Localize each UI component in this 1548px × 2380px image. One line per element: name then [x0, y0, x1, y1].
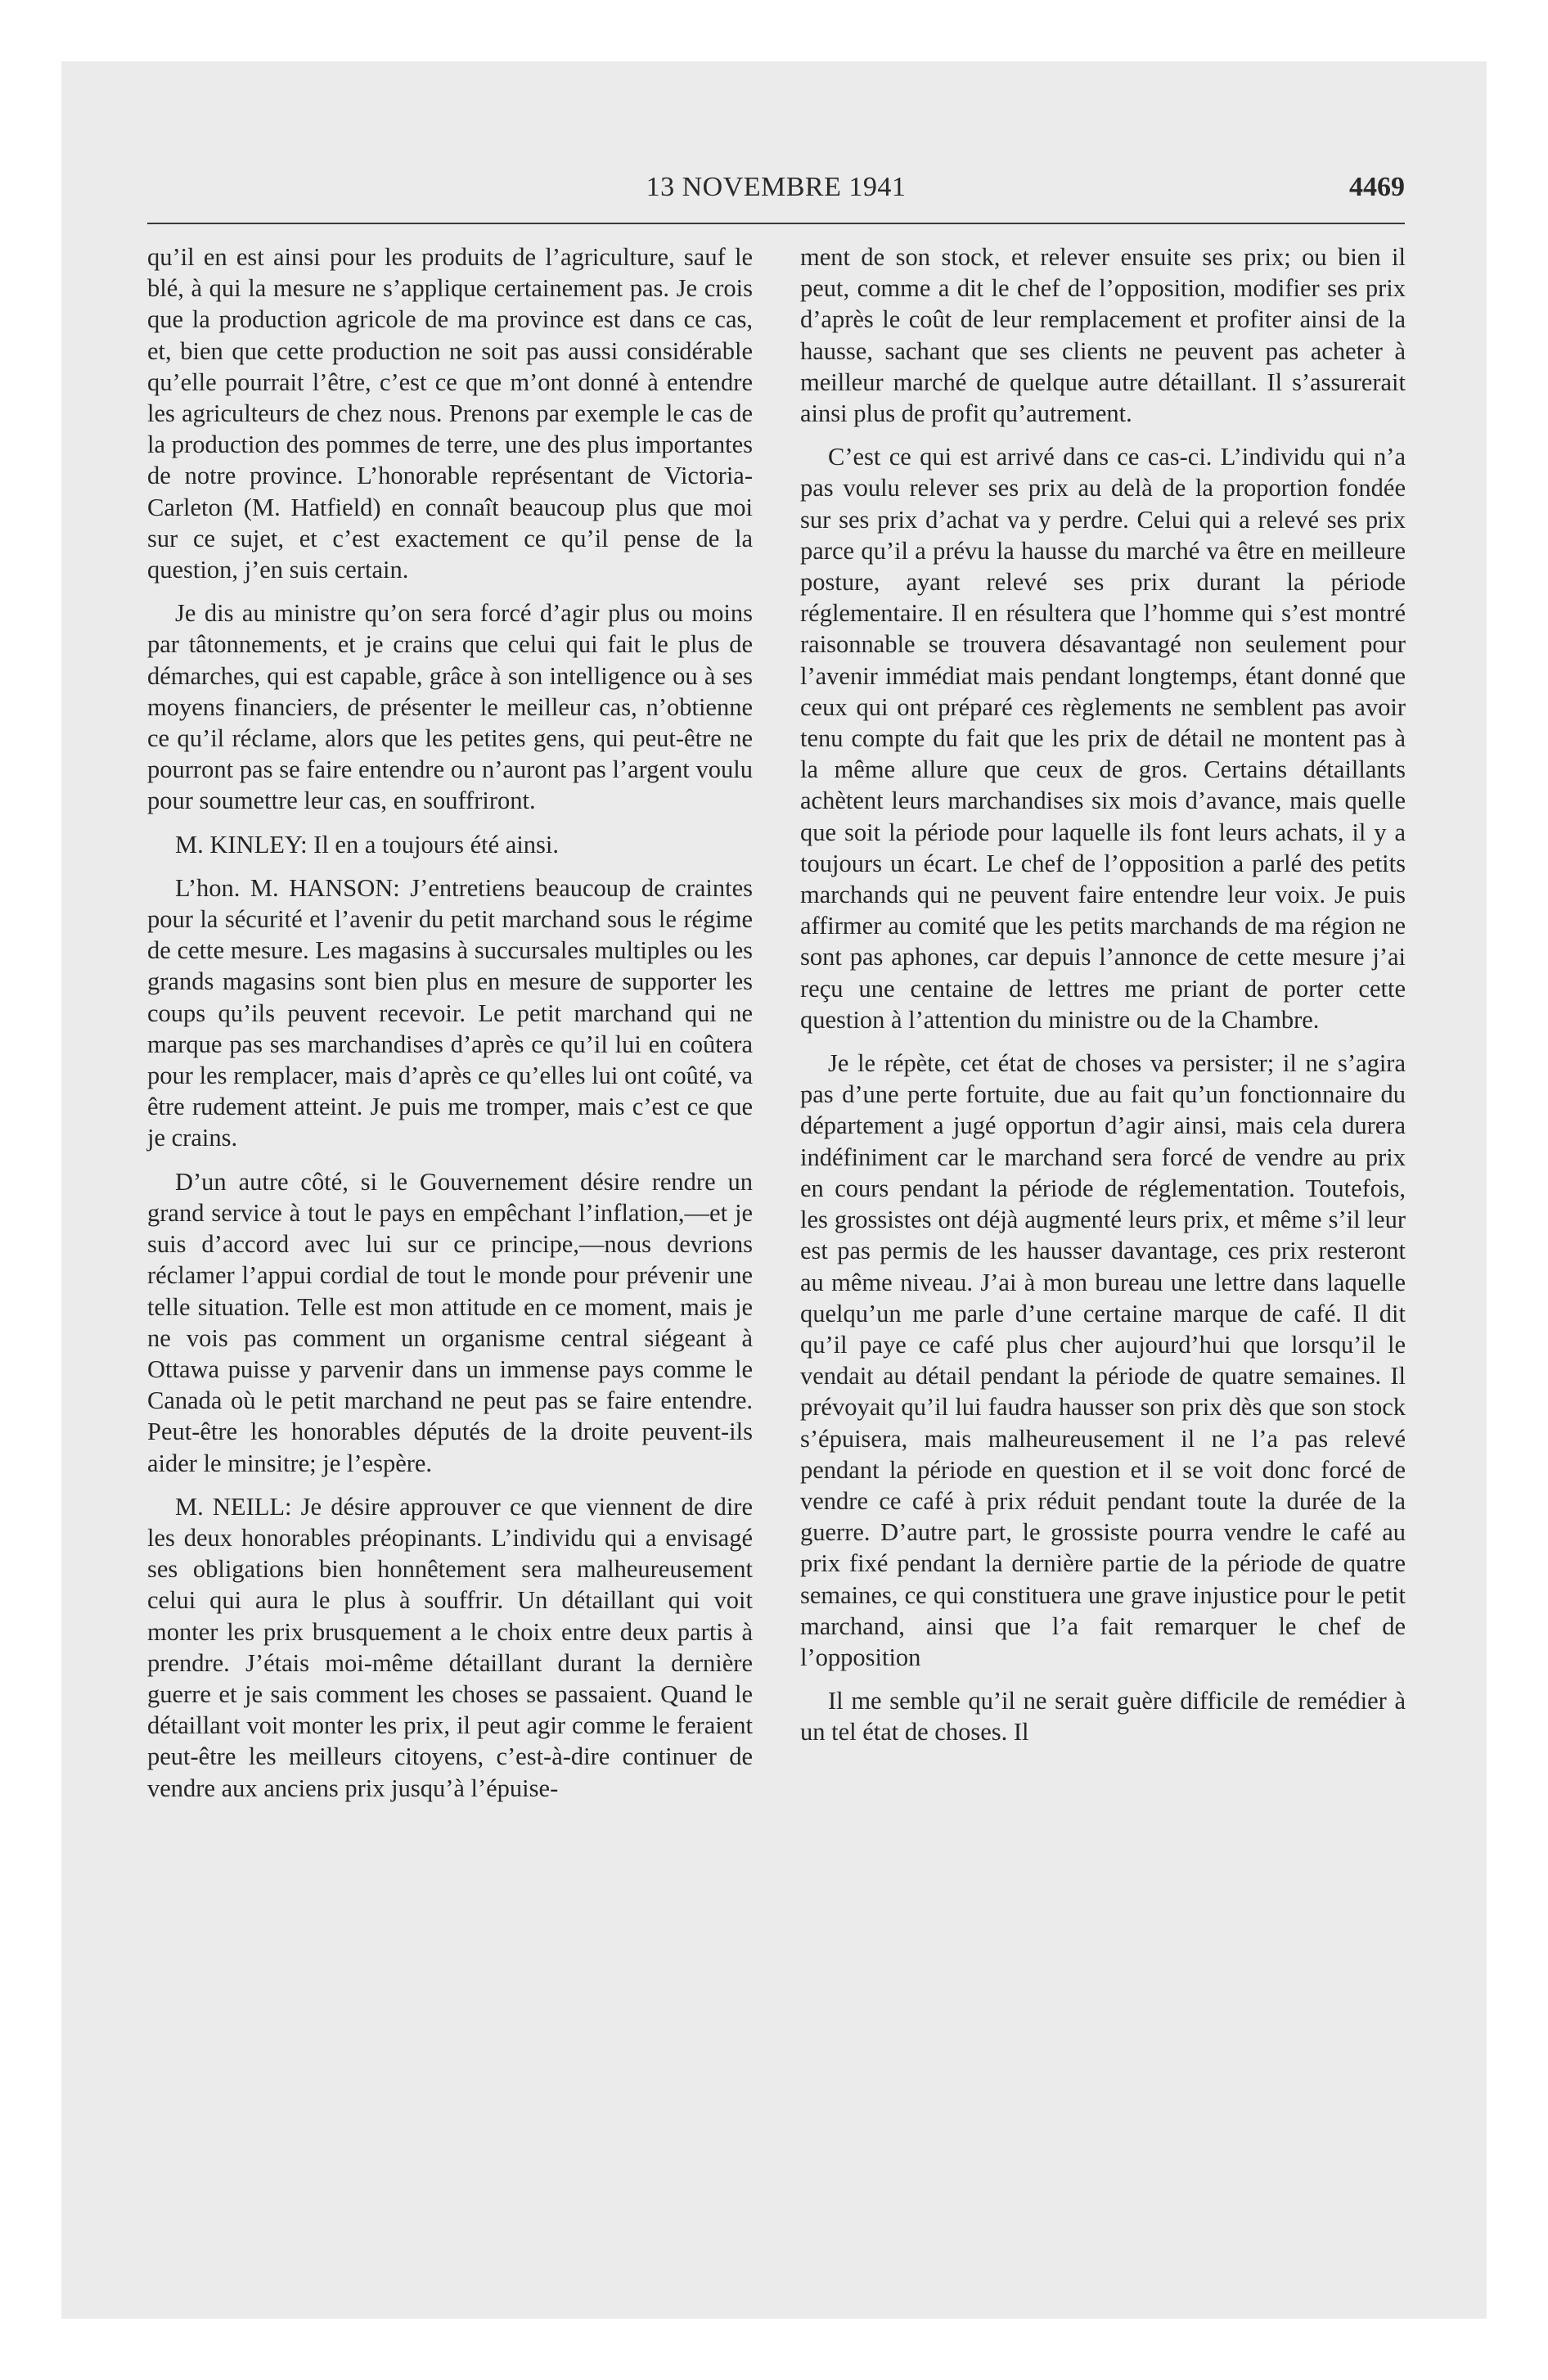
- paragraph: Je dis au ministre qu’on sera forcé d’agir plus ou moins par tâtonnements, et je crains que celui qui fait le plus de démarches, qui est capable, grâce à son intelligence ou à ses moyens financiers, de présenter le meilleur cas, n’obtienne ce qu’il réclame, alors que les petites gens, qui peut-être ne pourront pas se faire entendre ou n’auront pas l’argent voulu pour soumettre leur cas, en souffriront.: [147, 599, 753, 815]
- page-number: 4469: [1349, 172, 1405, 202]
- page-header: [147, 172, 1405, 221]
- paragraph: M. KINLEY: Il en a toujours été ainsi.: [175, 830, 559, 859]
- left-column: [147, 241, 753, 1816]
- paragraph: M. NEILL: Je désire approuver ce que viennent de dire les deux honorables préopinants. L’individu qui a envisagé ses obligations bien honnêtement sera malheureusement celui qui aura le plus à souffrir. Un détaillant qui voit monter les prix brusquement a le choix entre deux partis à prendre. J’étais moi-même détaillant durant la dernière guerre et je sais comment les choses se passaient. Quand le détaillant voit monter les prix, il peut agir comme le feraient peut-être les meilleurs citoyens, c’est-à-dire continuer de vendre aux anciens prix jusqu’à l’épuise-: [147, 1492, 753, 1802]
- right-column: [800, 241, 1406, 1760]
- paragraph: qu’il en est ainsi pour les produits de l’agriculture, sauf le blé, à qui la mesure ne s’applique certainement pas. Je crois que la production agricole de ma province est dans ce cas, et, bien que cette production ne soit pas aussi considérable qu’elle pourrait l’être, c’est ce que m’ont donné à entendre les agriculteurs de chez nous. Prenons par exemple le cas de la production des pommes de terre, une des plus importantes de notre province. L’honorable représentant de Victoria-Carleton (M. Hatfield) en connaît beaucoup plus que moi sur ce sujet, et c’est exactement ce qu’il pense de la question, j’en suis certain.: [147, 243, 753, 584]
- paragraph: ment de son stock, et relever ensuite ses prix; ou bien il peut, comme a dit le chef de l’opposition, modifier ses prix d’après le coût de leur remplacement et profiter ainsi de la hausse, sachant que ses clients ne peuvent pas acheter à meilleur marché de quelque autre détaillant. Il s’assurerait ainsi plus de profit qu’autrement.: [800, 243, 1406, 428]
- paragraph: C’est ce qui est arrivé dans ce cas-ci. L’individu qui n’a pas voulu relever ses prix au delà de la proportion fondée sur ses prix d’achat va y perdre. Celui qui a relevé ses prix parce qu’il a prévu la hausse du marché va être en meilleure posture, ayant relevé ses prix durant la période réglementaire. Il en résultera que l’homme qui s’est montré raisonnable se trouvera désavantagé non seulement pour l’avenir immédiat mais pendant longtemps, étant donné que ceux qui ont préparé ces règlements ne semblent pas avoir tenu compte du fait que les prix de détail ne montent pas à la même allure que ceux de gros. Certains détaillants achètent leurs marchandises six mois d’avance, mais quelle que soit la période pour laquelle ils font leurs achats, il y a toujours un écart. Le chef de l’opposition a parlé des petits marchands qui ne peuvent faire entendre leur voix. Je puis affirmer au comité que les petits marchands de ma région ne sont pas aphones, car depuis l’annonce de cette mesure j’ai reçu une centaine de lettres me priant de porter cette question à l’attention du ministre ou de la Chambre.: [800, 443, 1406, 1034]
- paragraph: Je le répète, cet état de choses va persister; il ne s’agira pas d’une perte fortuite, due au fait qu’un fonctionnaire du département a jugé opportun d’agir ainsi, mais cela durera indéfiniment car le marchand sera forcé de vendre au prix en cours pendant la période de réglementation. Toutefois, les grossistes ont déjà augmenté leurs prix, et même s’il leur est pas permis de les hausser davantage, ces prix resteront au même niveau. J’ai à mon bureau une lettre dans laquelle quelqu’un me parle d’une certaine marque de café. Il dit qu’il paye ce café plus cher aujourd’hui que lorsqu’il le vendait au détail pendant la période de quatre semaines. Il prévoyait qu’il lui faudra hausser son prix dès que son stock s’épuisera, mais malheureusement il ne l’a pas relevé pendant la période en question et il se voit donc forcé de vendre ce café à prix réduit pendant toute la durée de la guerre. D’autre part, le grossiste pourra vendre le café au prix fixé pendant la dernière partie de la période de quatre semaines, ce qui constituera une grave injustice pour le petit marchand, ainsi que l’a fait remarquer le chef de l’opposition: [800, 1049, 1406, 1671]
- paragraph: L’hon. M. HANSON: J’entretiens beaucoup de craintes pour la sécurité et l’avenir du petit marchand sous le régime de cette mesure. Les magasins à succursales multiples ou les grands magasins sont bien plus en mesure de supporter les coups qu’ils peuvent recevoir. Le petit marchand qui ne marque pas ses marchandises d’après ce qu’il lui en coûtera pour les remplacer, mais d’après ce qu’elles lui ont coûté, va être rudement atteint. Je puis me tromper, mais c’est ce que je crains.: [147, 873, 753, 1152]
- running-head-date: 13 NOVEMBRE 1941: [646, 172, 907, 202]
- header-rule: [147, 223, 1405, 224]
- paragraph: Il me semble qu’il ne serait guère difficile de remédier à un tel état de choses. Il: [800, 1687, 1406, 1747]
- paragraph: D’un autre côté, si le Gouvernement désire rendre un grand service à tout le pays en empêchant l’inflation,—et je suis d’accord avec lui sur ce principe,—nous devrions réclamer l’appui cordial de tout le monde pour prévenir une telle situation. Telle est mon attitude en ce moment, mais je ne vois pas comment un organisme central siégeant à Ottawa puisse y parvenir dans un immense pays comme le Canada où le petit marchand ne peut pas se faire entendre. Peut-être les honorables députés de la droite peuvent-ils aider le minsitre; je l’espère.: [147, 1167, 753, 1477]
